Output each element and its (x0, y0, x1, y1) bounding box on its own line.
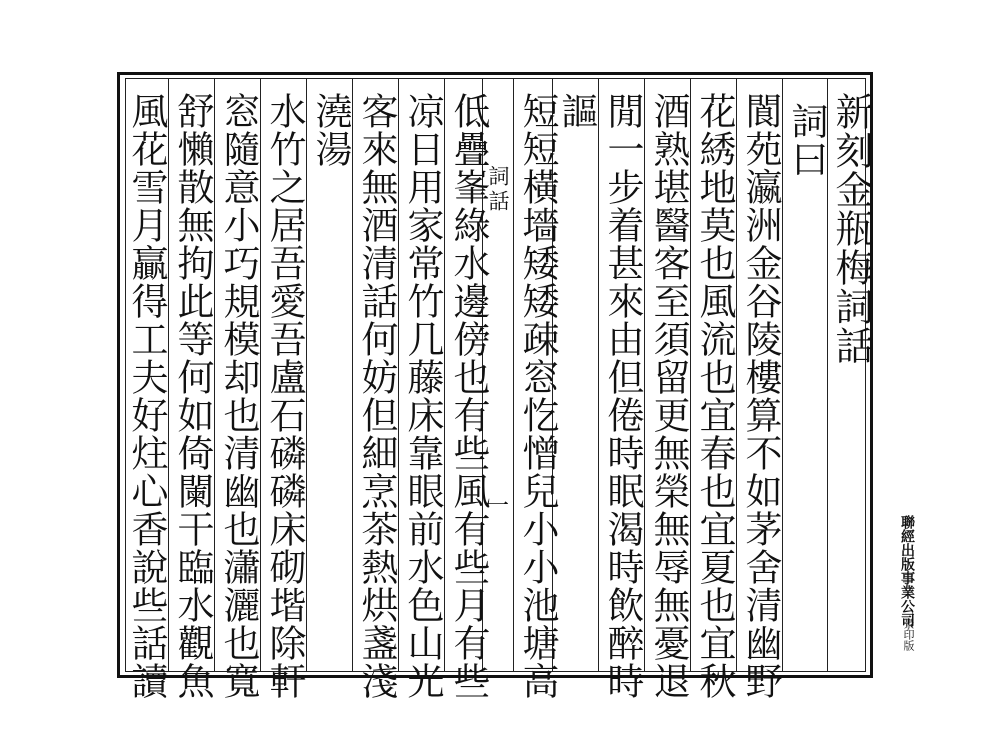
text-column: 謳 (555, 92, 598, 130)
text-column: 閒一步着甚來由但倦時眠渴時飲醉時 (601, 92, 644, 700)
text-column: 澆湯 (309, 92, 352, 168)
text-column: 窓隨意小巧規模却也清幽也瀟灑也寬 (217, 92, 260, 700)
book-title: 新刻金瓶梅詞話 (829, 92, 873, 365)
fold-label: 詞話 (486, 165, 510, 215)
text-column: 客來無酒清話何妨但細烹茶熱烘盞淺 (355, 92, 398, 700)
text-column: 酒熟堪醫客至須留更無榮無辱無憂退 (647, 92, 690, 700)
publisher-imprint: 聯經出版事業公司 (899, 515, 915, 627)
text-column: 短短橫墻矮矮疎窓忔憎兒小小池塘高 (516, 92, 559, 700)
text-column: 花綉地莫也風流也宜春也宜夏也宜秋 (693, 92, 736, 700)
text-column: 水竹之居吾愛吾盧石磷磷床砌堦除軒 (263, 92, 306, 700)
text-column: 閬苑瀛洲金谷陵樓算不如茅舍清幽野 (739, 92, 782, 700)
folio-number: 一 (486, 494, 509, 519)
poem-heading: 詞曰 (785, 102, 828, 178)
text-column: 舒懶散無拘此等何如倚闌干臨水觀魚 (171, 92, 214, 700)
edition-note: 景印版 (902, 618, 915, 651)
text-column: 風花雪月贏得工夫好炷心香說些話讀 (125, 92, 168, 700)
text-column: 凉日用家常竹几藤床靠眼前水色山光 (401, 92, 444, 700)
text-column: 低疊峯綠水邊傍也有些風有些月有些 (447, 92, 490, 700)
